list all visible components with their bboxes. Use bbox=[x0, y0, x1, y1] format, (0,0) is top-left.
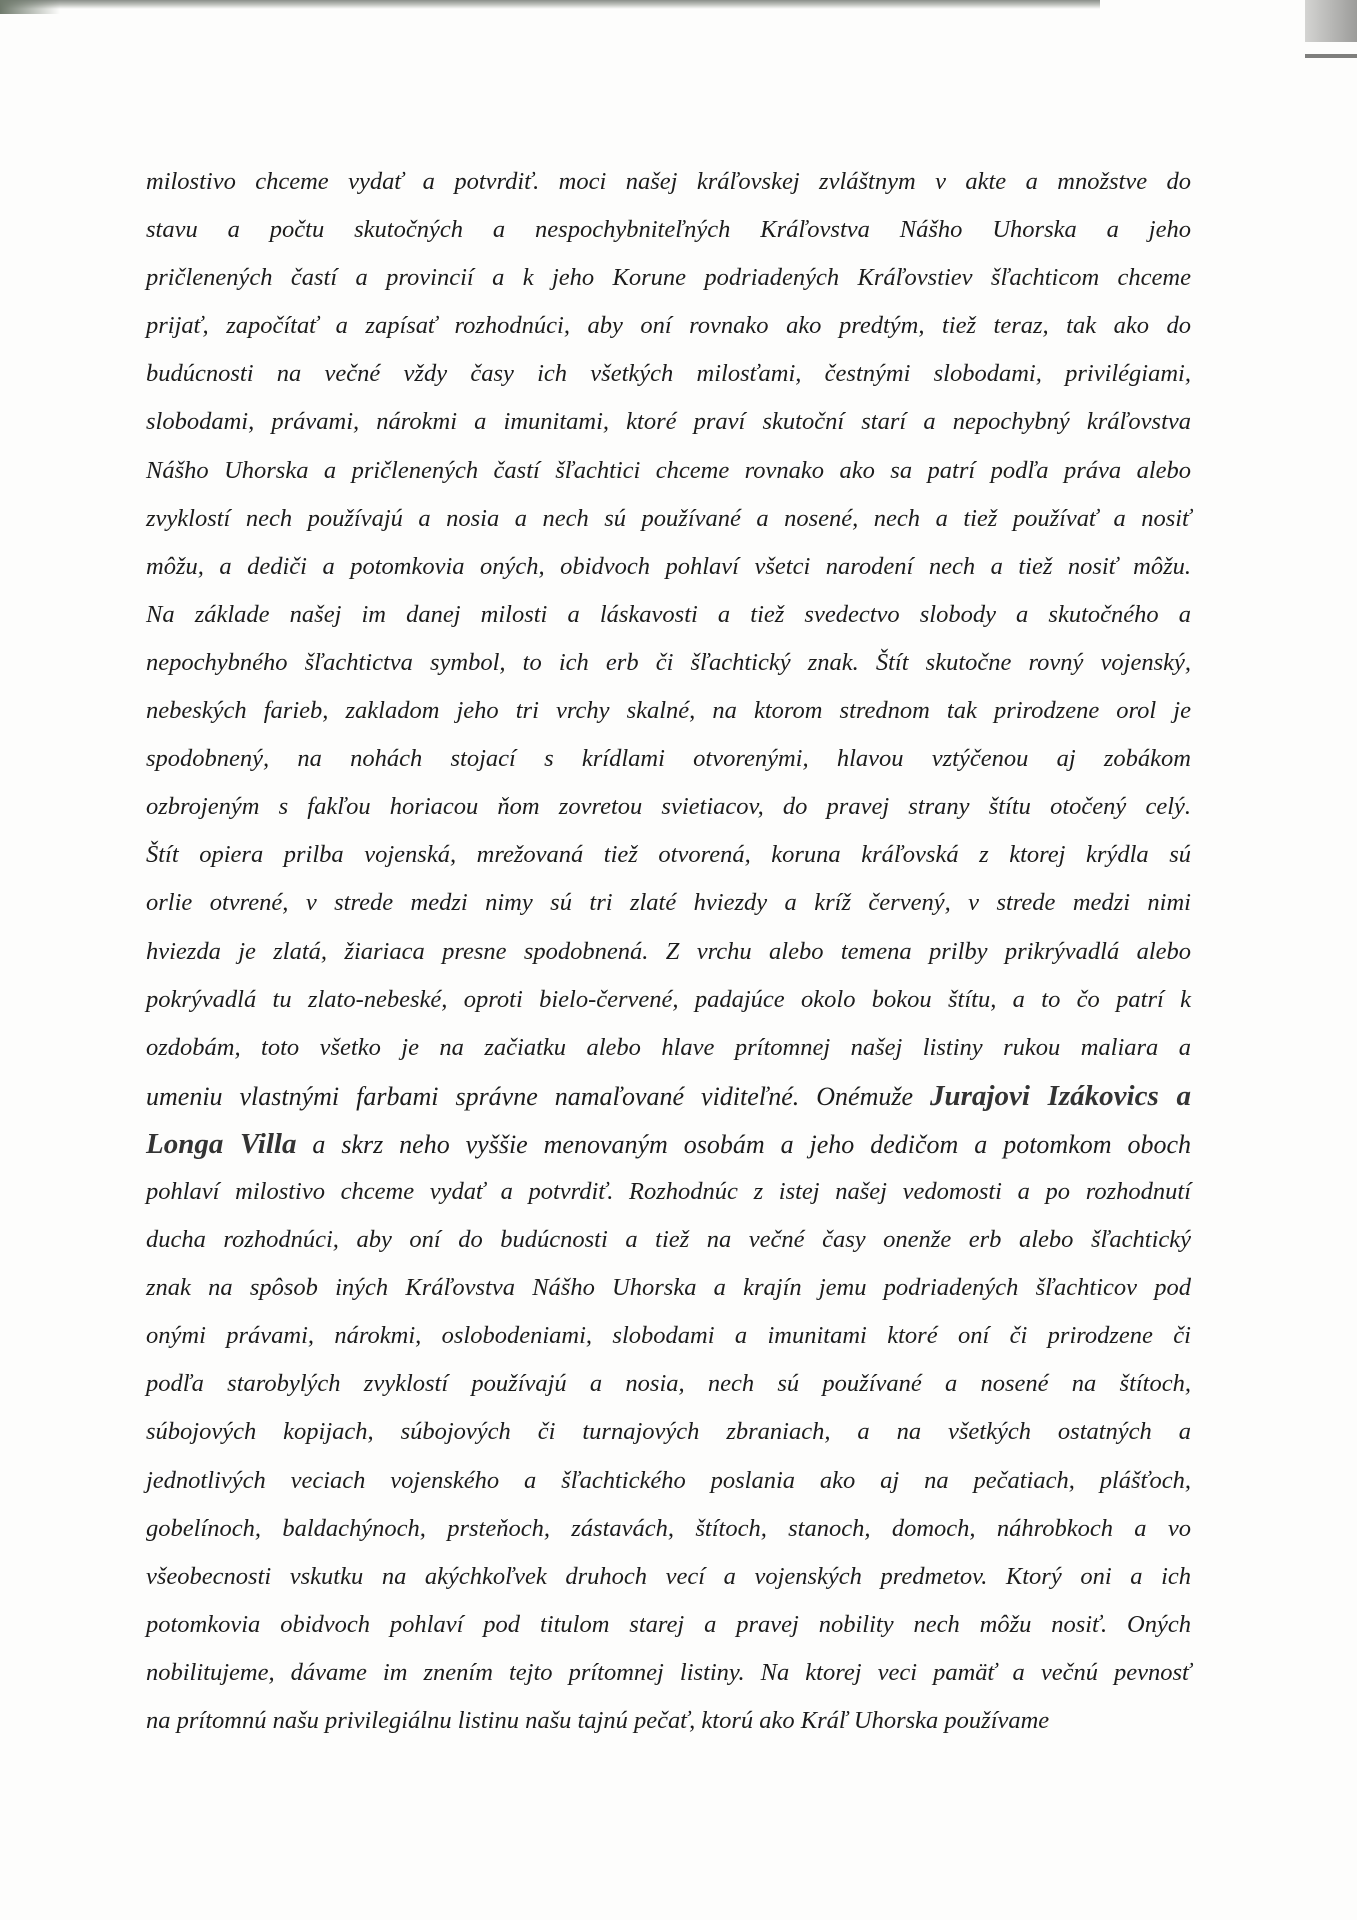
text-segment: ozdobám, toto všetko je na začiatku alebo hlave prítomnej našej listiny rukou maliara a bbox=[146, 1033, 1191, 1061]
text-line bbox=[146, 1360, 1191, 1408]
text-line bbox=[146, 398, 1191, 446]
text-line bbox=[146, 1649, 1191, 1697]
text-segment: pričlenených častí a provincií a k jeho Korune podriadených Kráľovstiev šľachticom chceme bbox=[146, 264, 1191, 292]
text-segment: slobodami, právami, nárokmi a imunitami, ktoré praví skutoční starí a nepochybný kráľovstva bbox=[146, 408, 1191, 436]
scan-right-edge-line bbox=[1305, 54, 1357, 58]
text-segment: všeobecnosti vskutku na akýchkoľvek druhoch vecí a vojenských predmetov. Ktorý oni a ich bbox=[146, 1562, 1191, 1590]
text-segment: a skrz neho vyššie menovaným osobám a jeho dedičom a potomkom oboch bbox=[296, 1129, 1191, 1159]
text-segment: pohlaví milostivo chceme vydať a potvrdiť. Rozhodnúc z istej našej vedomosti a po rozhodnutí bbox=[146, 1177, 1191, 1205]
text-line bbox=[146, 687, 1191, 735]
text-segment: stavu a počtu skutočných a nespochybniteľných Kráľovstva Nášho Uhorska a jeho bbox=[146, 216, 1191, 244]
text-segment: jednotlivých veciach vojenského a šľachtického poslania ako aj na pečatiach, plášťoch, bbox=[146, 1466, 1191, 1494]
text-segment: zvyklostí nech používajú a nosia a nech sú používané a nosené, nech a tiež používať a nosiť bbox=[146, 504, 1191, 532]
text-line bbox=[146, 1264, 1191, 1312]
text-line bbox=[146, 1216, 1191, 1264]
text-segment: nepochybného šľachtictva symbol, to ich erb či šľachtický znak. Štít skutočne rovný vojenský, bbox=[146, 648, 1191, 676]
text-segment: nebeských farieb, zakladom jeho tri vrchy skalné, na ktorom strednom tak prirodzene orol je bbox=[146, 697, 1191, 725]
text-segment: prijať, započítať a zapísať rozhodnúci, aby oní rovnako ako predtým, tiež teraz, tak ako do bbox=[146, 312, 1191, 340]
text-line bbox=[146, 1408, 1191, 1456]
text-line bbox=[146, 1120, 1191, 1168]
text-line bbox=[146, 928, 1191, 976]
text-line bbox=[146, 1457, 1191, 1505]
text-line bbox=[146, 158, 1191, 206]
text-segment: ducha rozhodnúci, aby oní do budúcnosti a tiež na večné časy onenže erb alebo šľachtický bbox=[146, 1226, 1191, 1254]
text-line bbox=[146, 783, 1191, 831]
text-line bbox=[146, 735, 1191, 783]
text-line bbox=[146, 976, 1191, 1024]
text-segment: potomkovia obidvoch pohlaví pod titulom starej a pravej nobility nech môžu nosiť. Oných bbox=[146, 1610, 1191, 1638]
scan-right-edge bbox=[1305, 0, 1357, 42]
scan-top-shadow bbox=[0, 0, 1100, 9]
text-segment: gobelínoch, baldachýnoch, prsteňoch, zástavách, štítoch, stanoch, domoch, náhrobkoch a vo bbox=[146, 1514, 1191, 1542]
text-line bbox=[146, 639, 1191, 687]
text-line bbox=[146, 543, 1191, 591]
text-line bbox=[146, 350, 1191, 398]
text-segment: na prítomnú našu privilegiálnu listinu našu tajnú pečať, ktorú ako Kráľ Uhorska používame bbox=[146, 1707, 1050, 1734]
text-line bbox=[146, 1072, 1191, 1120]
text-line bbox=[146, 1553, 1191, 1601]
grantee-name: Jurajovi Izákovics a bbox=[929, 1079, 1191, 1112]
text-line bbox=[146, 1024, 1191, 1072]
text-line bbox=[146, 1697, 1191, 1745]
text-segment: pokrývadlá tu zlato-nebeské, oproti bielo-červené, padajúce okolo bokou štítu, a to čo patrí k bbox=[146, 985, 1191, 1013]
text-segment: nobilitujeme, dávame im znením tejto prítomnej listiny. Na ktorej veci pamäť a večnú pevnosť bbox=[146, 1658, 1191, 1686]
text-line bbox=[146, 879, 1191, 927]
grantee-place: Longa Villa bbox=[146, 1127, 297, 1160]
text-line bbox=[146, 1312, 1191, 1360]
text-segment: milostivo chceme vydať a potvrdiť. moci našej kráľovskej zvláštnym v akte a množstve do bbox=[146, 168, 1191, 195]
text-segment: znak na spôsob iných Kráľovstva Nášho Uhorska a krajín jemu podriadených šľachticov pod bbox=[146, 1274, 1191, 1302]
text-line bbox=[146, 447, 1191, 495]
text-line bbox=[146, 831, 1191, 879]
document-body bbox=[146, 158, 1191, 1745]
text-segment: spodobnený, na nohách stojací s krídlami otvorenými, hlavou vztýčenou aj zobákom bbox=[146, 745, 1191, 773]
text-segment: môžu, a dediči a potomkovia oných, obidvoch pohlaví všetci narodení nech a tiež nosiť môžu. bbox=[146, 552, 1191, 580]
text-segment: ozbrojeným s fakľou horiacou ňom zovretou svietiacov, do pravej strany štítu otočený celý. bbox=[146, 793, 1191, 821]
text-line bbox=[146, 1505, 1191, 1553]
text-line bbox=[146, 591, 1191, 639]
text-segment: umeniu vlastnými farbami správne namaľované viditeľné. Onémuže bbox=[146, 1081, 930, 1111]
text-segment: budúcnosti na večné vždy časy ich všetkých milosťami, čestnými slobodami, privilégiami, bbox=[146, 360, 1191, 388]
text-segment: podľa starobylých zvyklostí používajú a nosia, nech sú používané a nosené na štítoch, bbox=[146, 1370, 1191, 1398]
text-line bbox=[146, 206, 1191, 254]
text-segment: Štít opiera prilba vojenská, mrežovaná tiež otvorená, koruna kráľovská z ktorej krýdla sú bbox=[146, 841, 1191, 869]
scan-top-left-mark bbox=[0, 0, 60, 14]
text-segment: súbojových kopijach, súbojových či turnajových zbraniach, a na všetkých ostatných a bbox=[146, 1418, 1191, 1446]
text-segment: onými právami, nárokmi, oslobodeniami, slobodami a imunitami ktoré oní či prirodzene či bbox=[146, 1322, 1191, 1350]
text-segment: Na základe našej im danej milosti a láskavosti a tiež svedectvo slobody a skutočného a bbox=[146, 600, 1191, 628]
text-segment: orlie otvrené, v strede medzi nimy sú tri zlaté hviezdy a kríž červený, v strede medzi nimi bbox=[146, 889, 1191, 917]
text-line bbox=[146, 1601, 1191, 1649]
text-line bbox=[146, 1168, 1191, 1216]
text-line bbox=[146, 302, 1191, 350]
text-segment: Nášho Uhorska a pričlenených častí šľachtici chceme rovnako ako sa patrí podľa práva alebo bbox=[146, 456, 1191, 484]
text-line bbox=[146, 254, 1191, 302]
text-line bbox=[146, 495, 1191, 543]
text-segment: hviezda je zlatá, žiariaca presne spodobnená. Z vrchu alebo temena prilby prikrývadlá alebo bbox=[146, 937, 1191, 965]
